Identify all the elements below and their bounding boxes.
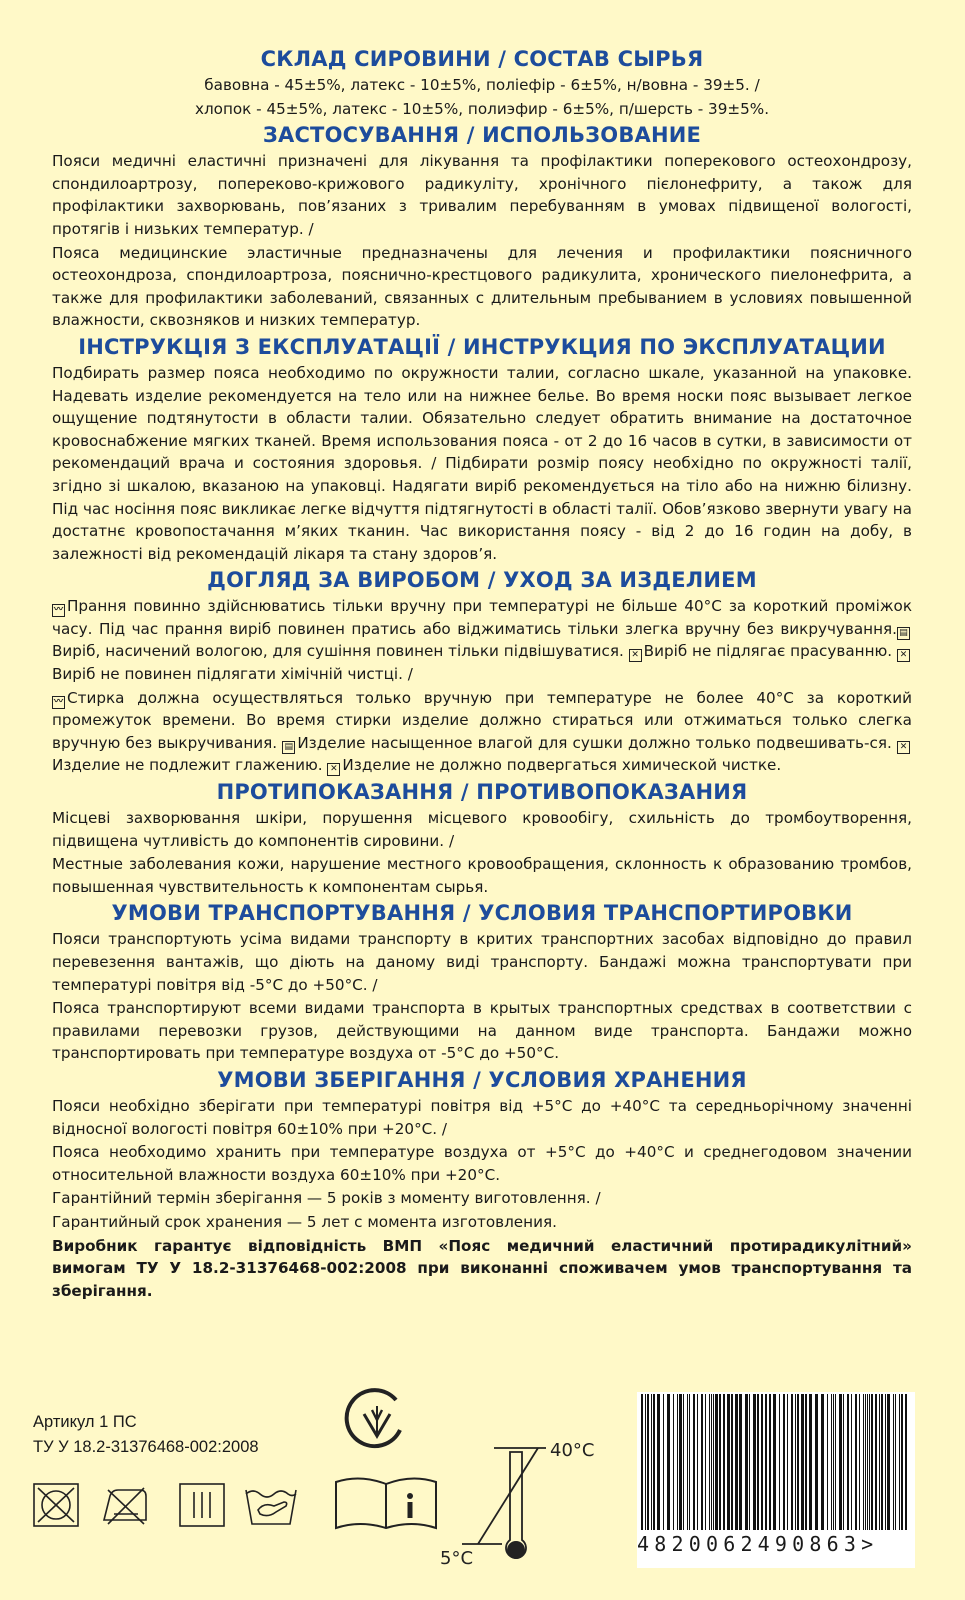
- label-content: [52, 44, 912, 1302]
- ukrsepro-mark-icon: [342, 1384, 412, 1454]
- drip-dry-icon: ▤: [282, 741, 295, 754]
- storage-text-ru: Пояса необходимо хранить при температуре воздуха от +5°С до +40°С и среднегодовом значении относительной влажности воздуха 60±10% при +20°С.: [52, 1143, 912, 1184]
- no-bleach-icon: [104, 1488, 146, 1524]
- contra-text-ru: Местные заболевания кожи, нарушение местного кровообращения, склонность к образованию тромбов, повышенная чувствительность к компонентам сырья.: [52, 855, 912, 896]
- no-dry-clean-icon: ✕: [897, 649, 910, 662]
- drip-dry-icon: ▤: [897, 627, 910, 640]
- no-tumble-dry-icon: [34, 1484, 78, 1526]
- instructions-title: ІНСТРУКЦІЯ З ЕКСПЛУАТАЦІЇ / ИНСТРУКЦИЯ ПО ЭКСПЛУАТАЦИИ: [78, 334, 886, 359]
- tu-number: ТУ У 18.2-31376468-002:2008: [33, 1438, 259, 1456]
- composition-ua: бавовна - 45±5%, латекс - 10±5%, поліефір - 6±5%, н/вовна - 39±5. /: [204, 76, 760, 94]
- read-manual-icon: [332, 1472, 442, 1532]
- contra-title: ПРОТИПОКАЗАННЯ / ПРОТИВОПОКАЗАНИЯ: [216, 780, 748, 805]
- care-text-ru: 〰 Стирка должна осуществляться только вручную при температуре не более 40°С за короткий промежуток времени. Во время стирки изделие должно стираться или отжиматься только слегка вручную без выкручивания. ▤ Изделие насыщенное влагой для сушки должно только подвешивать-ся. ✕Изделие не подлежит глажению. ✕ Изделие не должно подвергаться химической чистке.: [52, 688, 912, 775]
- storage-title: УМОВИ ЗБЕРІГАННЯ / УСЛОВИЯ ХРАНЕНИЯ: [217, 1067, 747, 1092]
- storage-text-ua: Пояси необхідно зберігати при температурі повітря від +5°С до +40°С та середньорічному значенні відносної вологості повітря 60±10% при +20°С. /: [52, 1096, 912, 1138]
- manufacturer-guarantee: Виробник гарантує відповідність ВМП «Пояс медичний еластичний протирадикулітний» вимогам ТУ У 18.2-31376468-002:2008 при виконанні споживачем умов транспортування та зберігання.: [52, 1236, 912, 1300]
- hand-wash-icon: 〰: [53, 696, 63, 707]
- usage-text-ru: Пояса медицинские эластичные предназначены для лечения и профилактики поясничного остеохондроза, спондилоартроза, пояснично-крестцового радикулита, хронического пиелонефрита, а также для профилактики заболеваний, связанных с длительным пребыванием в условиях повышенной влажности, сквозняков и низких температур.: [52, 243, 912, 330]
- line-dry-icon: [180, 1484, 224, 1526]
- transport-text-ru: Пояса транспортируют всеми видами транспорта в крытых транспортных средствах в соответствии с правилами перевозки грузов, действующими на данном виде транспорта. Бандажи можно транспортировать при температуре воздуха от -5°С до +50°С.: [52, 999, 912, 1063]
- warranty-ua: Гарантійний термін зберігання — 5 років з моменту виготовлення. /: [52, 1189, 601, 1208]
- barcode-bars: [637, 1392, 915, 1532]
- care-symbols: [30, 1480, 330, 1532]
- care-text-ua: 〰 Прання повинно здійснюватись тільки вручну при температурі не більше 40°С за короткий проміжок часу. Під час прання виріб повинен пратись або віджиматись тільки злегка вручну без викручування. ▤Виріб, насичений вологою, для сушіння повинен тільки підвішуватися. ✕ Виріб не підлягає прасуванню. ✕Виріб не повинен підлягати хімічній чистці. /: [52, 597, 912, 684]
- no-iron-icon: ✕: [629, 649, 642, 662]
- transport-text-ua: Пояси транспортують усіма видами транспорту в критих транспортних засобах відповідно до правил перевезення вантажів, що діють на даному виді транспорту. Бандажі можна транспортувати при температурі повітря від -5°С до +50°С. /: [52, 930, 912, 994]
- temperature-limit-icon: [438, 1430, 618, 1570]
- hand-wash-icon: 〰: [53, 605, 63, 616]
- transport-title: УМОВИ ТРАНСПОРТУВАННЯ / УСЛОВИЯ ТРАНСПОРТИРОВКИ: [111, 901, 853, 926]
- article-block: [33, 1410, 259, 1460]
- warranty-ru: Гарантийный срок хранения — 5 лет с момента изготовления.: [52, 1212, 557, 1231]
- article-number: Артикул 1 ПС: [33, 1413, 137, 1431]
- usage-text-ua: Пояси медичні еластичні призначені для лікування та профілактики поперекового остеохондрозу, спондилоартрозу, попереково-крижового радикуліту, хронічного пієлонефриту, а також для профілактики захворювань, пов’язаних з тривалим перебуванням в умовах підвищеної вологості, протягів і низьких температур. /: [52, 152, 912, 238]
- no-dry-clean-icon: ✕: [327, 763, 340, 776]
- barcode-icon: [637, 1392, 915, 1568]
- barcode-digits: 4820062490863: [637, 1532, 862, 1556]
- composition-ru: хлопок - 45±5%, латекс - 10±5%, полиэфир - 6±5%, п/шерсть - 39±5%.: [194, 99, 770, 118]
- barcode-arrow: >: [861, 1532, 879, 1556]
- no-iron-icon: ✕: [897, 741, 910, 754]
- usage-title: ЗАСТОСУВАННЯ / ИСПОЛЬЗОВАНИЕ: [262, 123, 702, 148]
- temp-min-label: 5°С: [440, 1548, 474, 1569]
- hand-wash-icon: [246, 1490, 296, 1524]
- temp-max-label: 40°С: [550, 1440, 595, 1461]
- contra-text-ua: Місцеві захворювання шкіри, порушення місцевого кровообігу, схильність до тромбоутворення, підвищена чутливість до компонентів сировини. /: [52, 809, 912, 850]
- instructions-text: Подбирать размер пояса необходимо по окружности талии, согласно шкале, указанной на упаковке. Надевать изделие рекомендуется на тело или на нижнее белье. Во время носки пояс вызывает легкое ощущение подтянутости в области талии. Обязательно следует обратить внимание на достаточное кровоснабжение мягких тканей. Время использования пояса - от 2 до 16 часов в сутки, в зависимости от рекомендаций врача и состояния здоровья. / Підбирати розмір поясу необхідно по окружності талії, згідно зі шкалою, вказаною на упаковці. Надягати виріб рекомендується на тіло або на нижню білизну. Під час носіння пояс викликає легке відчуття підтягнутості в області талії. Обов’язково звернути увагу на достатнє кровопостачання м’яких тканин. Час використання поясу - від 2 до 16 годин на добу, в залежності від рекомендацій лікаря та стану здоров’я.: [52, 363, 912, 563]
- care-title: ДОГЛЯД ЗА ВИРОБОМ / УХОД ЗА ИЗДЕЛИЕМ: [207, 568, 757, 593]
- composition-title: СКЛАД СИРОВИНИ / СОСТАВ СЫРЬЯ: [260, 47, 704, 71]
